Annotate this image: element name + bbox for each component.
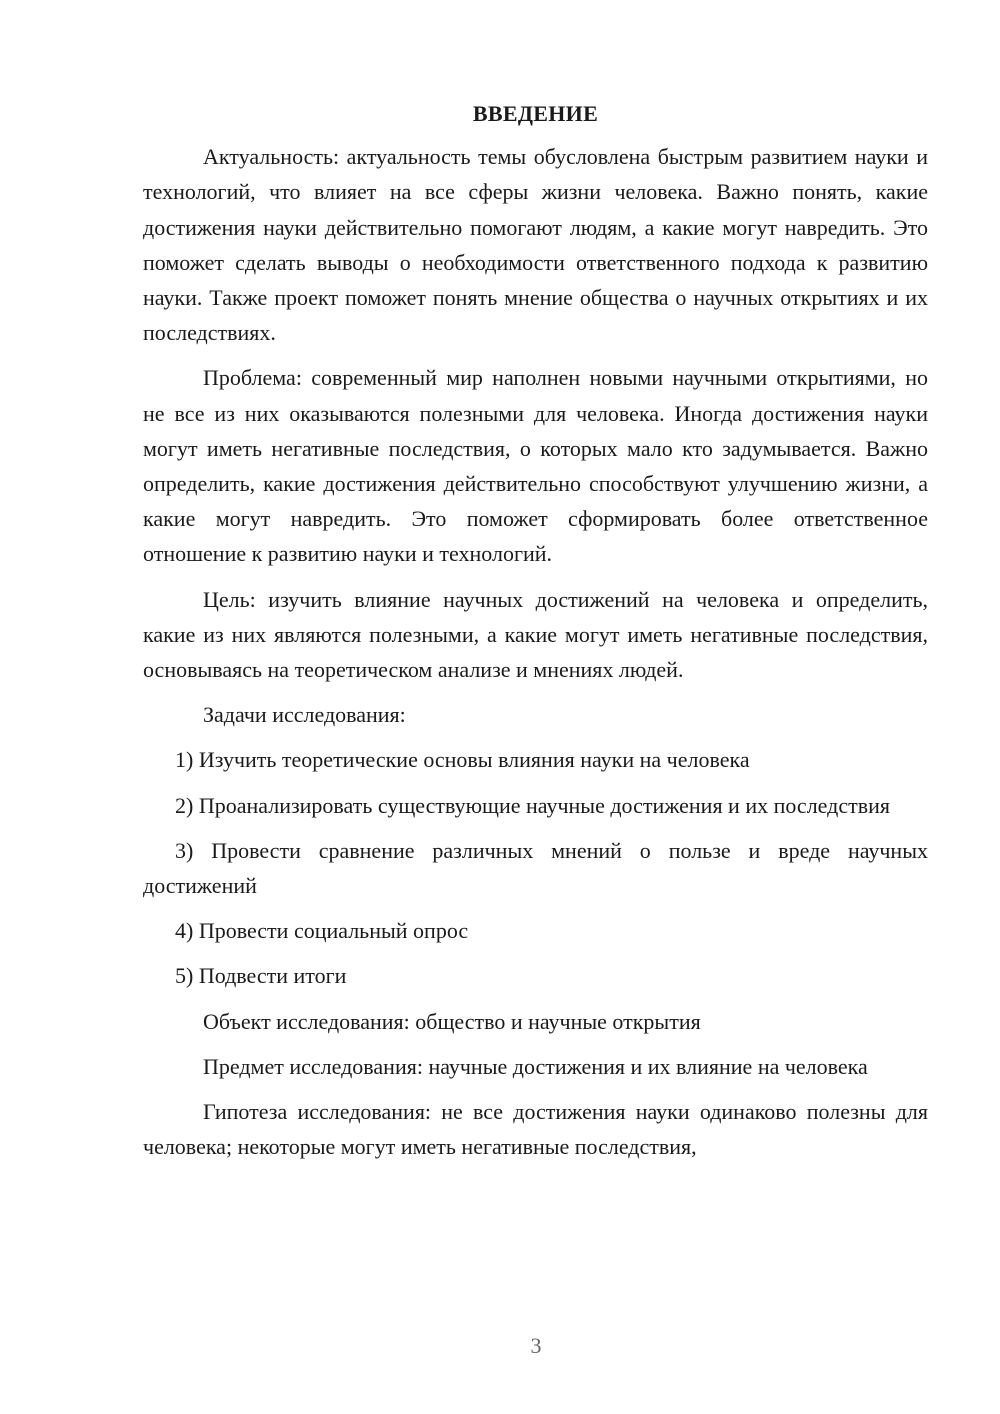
task-item: 2) Проанализировать существующие научные достижения и их последствия [175, 792, 890, 818]
task-item: 4) Провести социальный опрос [175, 918, 469, 944]
document-page [143, 96, 928, 1164]
tasks-heading: Задачи исследования: [203, 702, 406, 728]
task-item: 1) Изучить теоретические основы влияния науки на человека [175, 747, 750, 773]
paragraph-subject: Предмет исследования: научные достижения и их влияние на человека [203, 1053, 868, 1079]
page-number: 3 [530, 1333, 542, 1358]
paragraph-hypothesis: Гипотеза исследования: не все достижения науки одинаково полезны для человека; некоторые могут иметь негативные последствия, [143, 1099, 928, 1160]
paragraph-relevance: Актуальность: актуальность темы обусловлена быстрым развитием науки и технологий, что влияет на все сферы жизни человека. Важно понять, какие достижения науки действительно помогают людям, а какие могут навредить. Это поможет сделать выводы о необходимости ответственного подхода к развитию науки. Также проект поможет понять мнение общества о научных открытиях и их последствиях. [143, 144, 928, 346]
section-title: ВВЕДЕНИЕ [472, 101, 599, 126]
paragraph-goal: Цель: изучить влияние научных достижений на человека и определить, какие из них являются полезными, а какие могут иметь негативные последствия, основываясь на теоретическом анализе и мнениях людей. [143, 586, 928, 683]
task-item: 3) Провести сравнение различных мнений о пользе и вреде научных достижений [143, 837, 928, 899]
paragraph-object: Объект исследования: общество и научные открытия [203, 1008, 701, 1034]
paragraph-problem: Проблема: современный мир наполнен новыми научными открытиями, но не все из них оказываются полезными для человека. Иногда достижения науки могут иметь негативные последствия, о которых мало кто задумывается. Важно определить, какие достижения действительно способствуют улучшению жизни, а какие могут навредить. Это поможет сформировать более ответственное отношение к развитию науки и технологий. [143, 365, 928, 567]
task-item: 5) Подвести итоги [175, 963, 347, 989]
